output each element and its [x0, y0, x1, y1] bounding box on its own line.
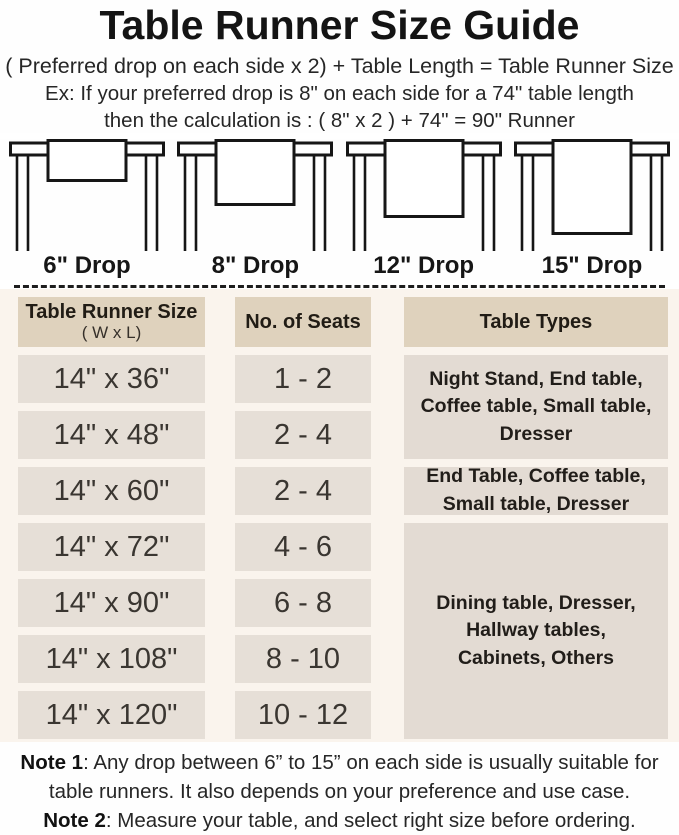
example-line-2: then the calculation is : ( 8" x 2 ) + 74" = 90" Runner — [104, 109, 575, 133]
drop-labels-row — [0, 251, 679, 280]
note-1-text: : Any drop between 6” to 15” on each side is usually suitable for table runners. It also depends on your preference and use case. — [48, 751, 659, 803]
seats-cell: 2 - 4 — [235, 411, 371, 459]
size-guide-table-section — [0, 289, 679, 742]
table-with-runner-icon — [4, 139, 170, 251]
notes-section — [0, 742, 679, 835]
header-seats — [235, 297, 371, 347]
table-with-runner-icon — [172, 139, 338, 251]
drop-label-8: 8" Drop — [211, 252, 300, 280]
types-cell-small-tables: Night Stand, End table, Coffee table, Small table, Dresser — [404, 355, 668, 459]
seats-cell: 10 - 12 — [235, 691, 371, 739]
types-cell-medium-tables: End Table, Coffee table, Small table, Dresser — [404, 467, 668, 515]
header-runner-size-title: Table Runner Size — [25, 301, 198, 324]
types-cell-large-tables: Dining table, Dresser, Hallway tables, Cabinets, Others — [404, 523, 668, 739]
seats-cell: 6 - 8 — [235, 579, 371, 627]
seats-cell: 4 - 6 — [235, 523, 371, 571]
size-cell: 14" x 36" — [18, 355, 205, 403]
column-runner-size — [18, 297, 205, 739]
drop-figure-12 — [340, 139, 508, 251]
size-cell: 14" x 108" — [18, 635, 205, 683]
note-2-label: Note 2 — [43, 808, 106, 832]
note-2-text: : Measure your table, and select right size before ordering. — [105, 808, 636, 832]
example-line-1: Ex: If your preferred drop is 8" on each side for a 74" table length — [45, 82, 634, 106]
column-table-types — [404, 297, 668, 739]
size-guide-table — [18, 297, 668, 739]
header-table-types — [404, 297, 668, 347]
drop-label-12: 12" Drop — [373, 252, 475, 280]
note-2 — [9, 807, 671, 835]
header-runner-size — [18, 297, 205, 347]
header-runner-size-sub: ( W x L) — [81, 323, 142, 343]
drop-label-15: 15" Drop — [541, 252, 643, 280]
drop-figures-row — [0, 139, 679, 251]
column-seats — [235, 297, 371, 739]
table-with-runner-icon — [509, 139, 675, 251]
header — [0, 0, 679, 133]
size-cell: 14" x 72" — [18, 523, 205, 571]
drop-figure-8 — [171, 139, 339, 251]
drop-label-6: 6" Drop — [43, 252, 131, 280]
note-1 — [9, 749, 671, 806]
note-1-label: Note 1 — [20, 751, 84, 775]
size-cell: 14" x 120" — [18, 691, 205, 739]
dashed-divider — [14, 285, 665, 288]
seats-cell: 1 - 2 — [235, 355, 371, 403]
size-cell: 14" x 90" — [18, 579, 205, 627]
header-table-types-title: Table Types — [479, 310, 593, 333]
table-with-runner-icon — [341, 139, 507, 251]
drop-figure-15 — [508, 139, 676, 251]
page-title: Table Runner Size Guide — [99, 2, 580, 48]
formula-text: ( Preferred drop on each side x 2) + Table Length = Table Runner Size — [5, 54, 674, 79]
seats-cell: 2 - 4 — [235, 467, 371, 515]
size-cell: 14" x 48" — [18, 411, 205, 459]
header-seats-title: No. of Seats — [245, 310, 361, 333]
seats-cell: 8 - 10 — [235, 635, 371, 683]
size-cell: 14" x 60" — [18, 467, 205, 515]
drop-figure-6 — [3, 139, 171, 251]
